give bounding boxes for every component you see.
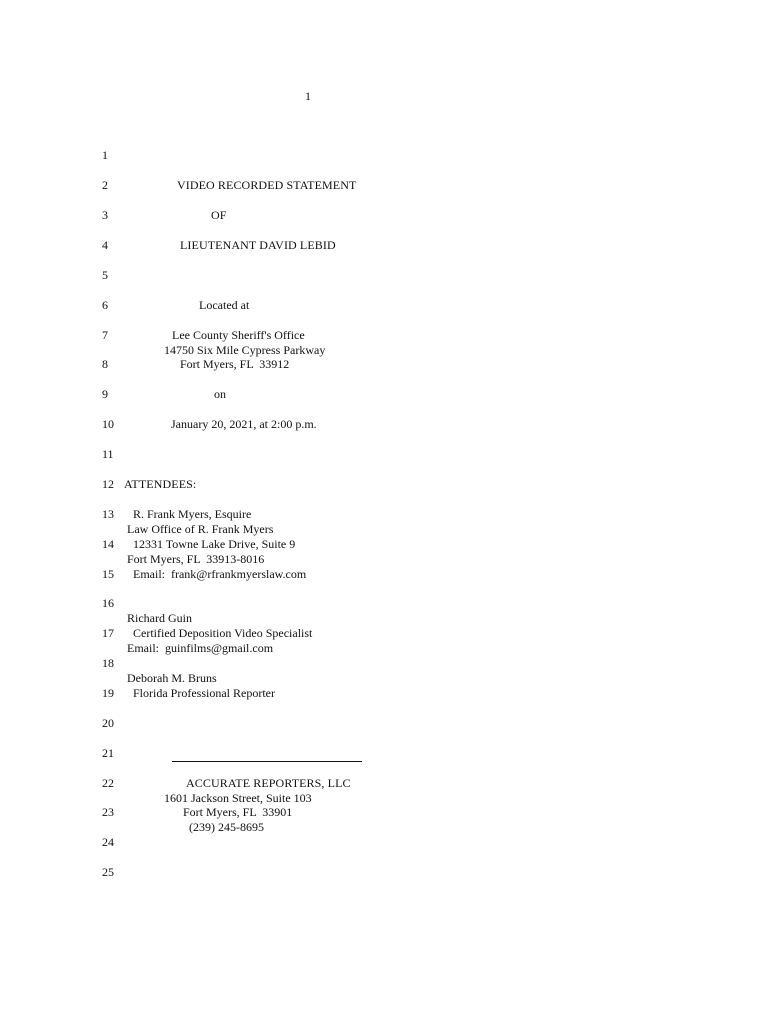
line-number: 23 bbox=[102, 805, 114, 819]
line-number: 20 bbox=[102, 716, 114, 730]
attorney-street: 12331 Towne Lake Drive, Suite 9 bbox=[133, 537, 296, 551]
reporter-title: Florida Professional Reporter bbox=[133, 686, 275, 700]
line-number: 19 bbox=[102, 686, 114, 700]
reporter-name: Deborah M. Bruns bbox=[127, 671, 217, 685]
footer-street: 1601 Jackson Street, Suite 103 bbox=[164, 791, 312, 805]
line-number: 17 bbox=[102, 626, 114, 640]
line-number: 1 bbox=[102, 148, 108, 162]
line-number: 12 bbox=[102, 477, 114, 491]
title-line-witness: LIEUTENANT DAVID LEBID bbox=[180, 238, 336, 252]
location-label: Located at bbox=[199, 298, 250, 312]
line-number: 16 bbox=[102, 596, 114, 610]
signature-divider bbox=[172, 761, 362, 762]
line-number: 14 bbox=[102, 537, 114, 551]
location-city: Fort Myers, FL 33912 bbox=[180, 357, 290, 371]
location-street: 14750 Six Mile Cypress Parkway bbox=[164, 343, 326, 357]
line-number: 13 bbox=[102, 507, 114, 521]
title-line-of: OF bbox=[211, 208, 227, 222]
line-number: 24 bbox=[102, 835, 114, 849]
title-line-statement: VIDEO RECORDED STATEMENT bbox=[177, 178, 357, 192]
attorney-email: Email: frank@rfrankmyerslaw.com bbox=[133, 567, 307, 581]
attendees-heading: ATTENDEES: bbox=[124, 477, 197, 491]
attorney-city: Fort Myers, FL 33913-8016 bbox=[127, 552, 265, 566]
footer-city: Fort Myers, FL 33901 bbox=[183, 805, 293, 819]
line-number: 7 bbox=[102, 328, 108, 342]
videographer-title: Certified Deposition Video Specialist bbox=[133, 626, 313, 640]
line-number: 6 bbox=[102, 298, 108, 312]
attorney-name: R. Frank Myers, Esquire bbox=[133, 507, 252, 521]
page-number: 1 bbox=[305, 89, 311, 103]
line-number: 8 bbox=[102, 357, 108, 371]
videographer-name: Richard Guin bbox=[127, 611, 192, 625]
line-number: 18 bbox=[102, 656, 114, 670]
line-number: 2 bbox=[102, 178, 108, 192]
line-number: 22 bbox=[102, 776, 114, 790]
footer-phone: (239) 245-8695 bbox=[189, 820, 264, 834]
location-name: Lee County Sheriff's Office bbox=[172, 328, 305, 342]
videographer-email: Email: guinfilms@gmail.com bbox=[127, 641, 274, 655]
line-number: 11 bbox=[102, 447, 114, 461]
line-number: 10 bbox=[102, 417, 114, 431]
line-number: 15 bbox=[102, 567, 114, 581]
line-number: 3 bbox=[102, 208, 108, 222]
footer-company: ACCURATE REPORTERS, LLC bbox=[186, 776, 351, 790]
line-number: 21 bbox=[102, 746, 114, 760]
line-number: 4 bbox=[102, 238, 108, 252]
line-number: 25 bbox=[102, 865, 114, 879]
line-number: 9 bbox=[102, 387, 108, 401]
date-label: on bbox=[214, 387, 226, 401]
date-value: January 20, 2021, at 2:00 p.m. bbox=[171, 417, 317, 431]
attorney-firm: Law Office of R. Frank Myers bbox=[127, 522, 274, 536]
line-number: 5 bbox=[102, 268, 108, 282]
